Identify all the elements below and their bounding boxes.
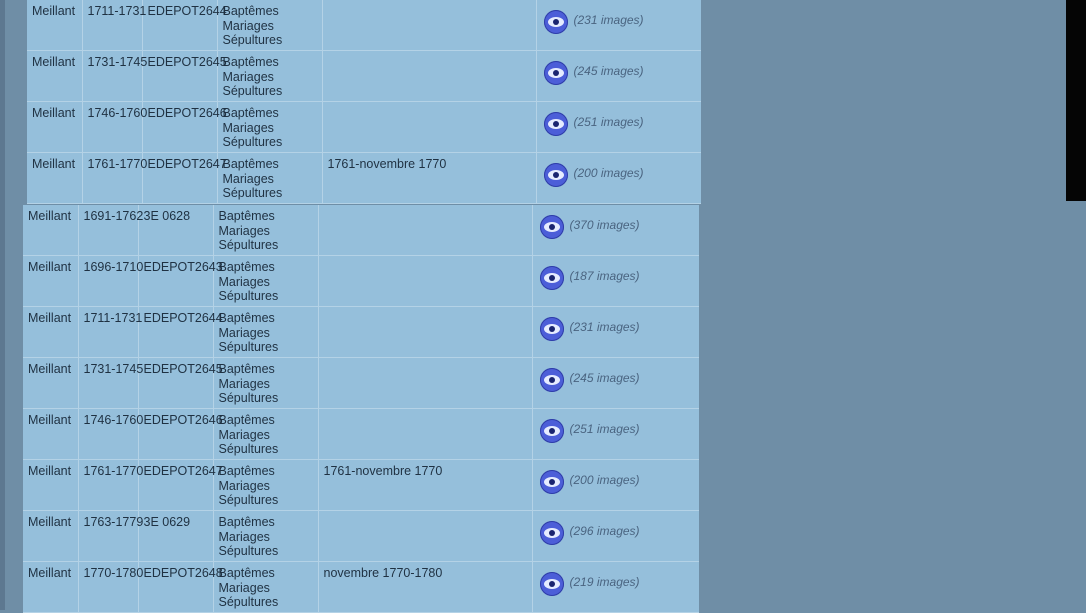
- period-cell: 1746-1760: [82, 102, 142, 153]
- image-count: (251 images): [573, 115, 644, 129]
- place-cell: Meillant: [23, 256, 78, 307]
- eye-icon[interactable]: [540, 266, 564, 290]
- place-cell: Meillant: [27, 51, 82, 102]
- record-type-sepultures: Sépultures: [218, 595, 279, 609]
- record-types-cell: [213, 358, 318, 409]
- period-cell: 1696-1710: [78, 256, 138, 307]
- record-type-mariages: Mariages: [222, 18, 274, 33]
- table-row: [23, 409, 699, 460]
- note-cell: [322, 51, 536, 102]
- record-types-cell: [213, 511, 318, 562]
- eye-icon[interactable]: [544, 61, 568, 85]
- place-cell: Meillant: [23, 307, 78, 358]
- place-cell: Meillant: [27, 0, 82, 51]
- eye-icon[interactable]: [540, 470, 564, 494]
- record-type-mariages: Mariages: [218, 376, 270, 391]
- eye-icon[interactable]: [540, 368, 564, 392]
- image-count: (245 images): [569, 371, 640, 385]
- record-types-cell: [213, 562, 318, 613]
- image-count: (370 images): [569, 218, 640, 232]
- record-type-sepultures: Sépultures: [218, 289, 279, 303]
- view-cell: [532, 562, 699, 613]
- reference-cell: EDEPOT2643: [138, 256, 213, 307]
- period-cell: 1746-1760: [78, 409, 138, 460]
- record-types-cell: [217, 51, 322, 102]
- note-cell: [318, 256, 532, 307]
- record-type-sepultures: Sépultures: [218, 340, 279, 354]
- reference-cell: EDEPOT2646: [138, 409, 213, 460]
- note-cell: [318, 511, 532, 562]
- record-type-sepultures: Sépultures: [222, 135, 283, 149]
- view-cell: [536, 153, 701, 204]
- record-types-cell: [217, 0, 322, 51]
- note-cell: 1761-novembre 1770: [318, 460, 532, 511]
- record-type-sepultures: Sépultures: [222, 33, 283, 47]
- period-cell: 1711-1731: [78, 307, 138, 358]
- reference-cell: EDEPOT2645: [138, 358, 213, 409]
- registers-table-top: [27, 0, 701, 201]
- period-cell: 1770-1780: [78, 562, 138, 613]
- place-cell: Meillant: [23, 562, 78, 613]
- note-cell: [322, 0, 536, 51]
- table-row: [23, 562, 699, 613]
- image-count: (245 images): [573, 64, 644, 78]
- record-type-sepultures: Sépultures: [218, 493, 279, 507]
- period-cell: 1761-1770: [78, 460, 138, 511]
- record-type-mariages: Mariages: [218, 580, 270, 595]
- record-type-baptemes: Baptêmes: [218, 209, 275, 223]
- view-cell: [532, 205, 699, 256]
- record-type-mariages: Mariages: [218, 325, 270, 340]
- image-count: (296 images): [569, 524, 640, 538]
- view-cell: [536, 102, 701, 153]
- reference-cell: EDEPOT2644: [138, 307, 213, 358]
- image-count: (219 images): [569, 575, 640, 589]
- period-cell: 1691-1762: [78, 205, 138, 256]
- registers-table-main: [23, 205, 699, 610]
- reference-cell: EDEPOT2644: [142, 0, 217, 51]
- record-type-mariages: Mariages: [218, 529, 270, 544]
- reference-cell: EDEPOT2648: [138, 562, 213, 613]
- record-types-cell: [213, 205, 318, 256]
- eye-icon[interactable]: [540, 215, 564, 239]
- record-type-sepultures: Sépultures: [218, 238, 279, 252]
- period-cell: 1731-1745: [82, 51, 142, 102]
- reference-cell: 3E 0629: [138, 511, 213, 562]
- record-type-sepultures: Sépultures: [218, 391, 279, 405]
- reference-cell: 3E 0628: [138, 205, 213, 256]
- eye-icon[interactable]: [540, 572, 564, 596]
- record-types-cell: [213, 460, 318, 511]
- table-row: [27, 0, 701, 51]
- note-cell: [318, 409, 532, 460]
- note-cell: [318, 307, 532, 358]
- record-type-mariages: Mariages: [222, 171, 274, 186]
- table-row: [27, 102, 701, 153]
- table-row: [23, 358, 699, 409]
- record-types-cell: [213, 409, 318, 460]
- reference-cell: EDEPOT2647: [138, 460, 213, 511]
- record-type-baptemes: Baptêmes: [218, 260, 275, 274]
- record-type-baptemes: Baptêmes: [218, 464, 275, 478]
- eye-icon[interactable]: [544, 112, 568, 136]
- period-cell: 1761-1770: [82, 153, 142, 204]
- record-type-mariages: Mariages: [222, 69, 274, 84]
- record-type-mariages: Mariages: [218, 274, 270, 289]
- table-row: [23, 205, 699, 256]
- record-type-baptemes: Baptêmes: [218, 362, 275, 376]
- reference-cell: EDEPOT2647: [142, 153, 217, 204]
- image-count: (231 images): [569, 320, 640, 334]
- record-types-cell: [217, 153, 322, 204]
- view-cell: [536, 51, 701, 102]
- view-cell: [536, 0, 701, 51]
- record-type-baptemes: Baptêmes: [222, 157, 279, 171]
- table-row: [27, 153, 701, 204]
- image-count: (251 images): [569, 422, 640, 436]
- record-type-sepultures: Sépultures: [218, 442, 279, 456]
- image-count: (231 images): [573, 13, 644, 27]
- record-type-baptemes: Baptêmes: [222, 106, 279, 120]
- record-types-cell: [213, 307, 318, 358]
- record-type-mariages: Mariages: [218, 223, 270, 238]
- place-cell: Meillant: [23, 409, 78, 460]
- record-type-baptemes: Baptêmes: [218, 311, 275, 325]
- reference-cell: EDEPOT2645: [142, 51, 217, 102]
- record-type-baptemes: Baptêmes: [218, 413, 275, 427]
- registers-table-body: [23, 205, 699, 613]
- eye-icon[interactable]: [544, 10, 568, 34]
- note-cell: 1761-novembre 1770: [322, 153, 536, 204]
- image-count: (200 images): [573, 166, 644, 180]
- record-type-mariages: Mariages: [218, 427, 270, 442]
- record-type-baptemes: Baptêmes: [218, 566, 275, 580]
- record-type-sepultures: Sépultures: [222, 84, 283, 98]
- view-cell: [532, 358, 699, 409]
- eye-icon[interactable]: [540, 419, 564, 443]
- note-cell: [318, 205, 532, 256]
- registers-table-body: [27, 0, 701, 204]
- note-cell: [318, 358, 532, 409]
- place-cell: Meillant: [27, 102, 82, 153]
- view-cell: [532, 511, 699, 562]
- place-cell: Meillant: [23, 460, 78, 511]
- place-cell: Meillant: [23, 358, 78, 409]
- note-cell: novembre 1770-1780: [318, 562, 532, 613]
- eye-icon[interactable]: [540, 317, 564, 341]
- place-cell: Meillant: [27, 153, 82, 204]
- view-cell: [532, 256, 699, 307]
- eye-icon[interactable]: [544, 163, 568, 187]
- record-types-cell: [217, 102, 322, 153]
- period-cell: 1731-1745: [78, 358, 138, 409]
- view-cell: [532, 460, 699, 511]
- table-row: [23, 511, 699, 562]
- place-cell: Meillant: [23, 511, 78, 562]
- scrollbar[interactable]: [1066, 0, 1086, 201]
- record-type-mariages: Mariages: [222, 120, 274, 135]
- record-type-sepultures: Sépultures: [222, 186, 283, 200]
- view-cell: [532, 409, 699, 460]
- period-cell: 1763-1779: [78, 511, 138, 562]
- image-count: (187 images): [569, 269, 640, 283]
- table-row: [23, 307, 699, 358]
- eye-icon[interactable]: [540, 521, 564, 545]
- record-type-baptemes: Baptêmes: [222, 4, 279, 18]
- record-types-cell: [213, 256, 318, 307]
- table-row: [23, 256, 699, 307]
- place-cell: Meillant: [23, 205, 78, 256]
- table-row: [23, 460, 699, 511]
- reference-cell: EDEPOT2646: [142, 102, 217, 153]
- record-type-mariages: Mariages: [218, 478, 270, 493]
- record-type-baptemes: Baptêmes: [222, 55, 279, 69]
- table-row: [27, 51, 701, 102]
- record-type-baptemes: Baptêmes: [218, 515, 275, 529]
- image-count: (200 images): [569, 473, 640, 487]
- period-cell: 1711-1731: [82, 0, 142, 51]
- page-left-border: [0, 0, 5, 610]
- note-cell: [322, 102, 536, 153]
- view-cell: [532, 307, 699, 358]
- record-type-sepultures: Sépultures: [218, 544, 279, 558]
